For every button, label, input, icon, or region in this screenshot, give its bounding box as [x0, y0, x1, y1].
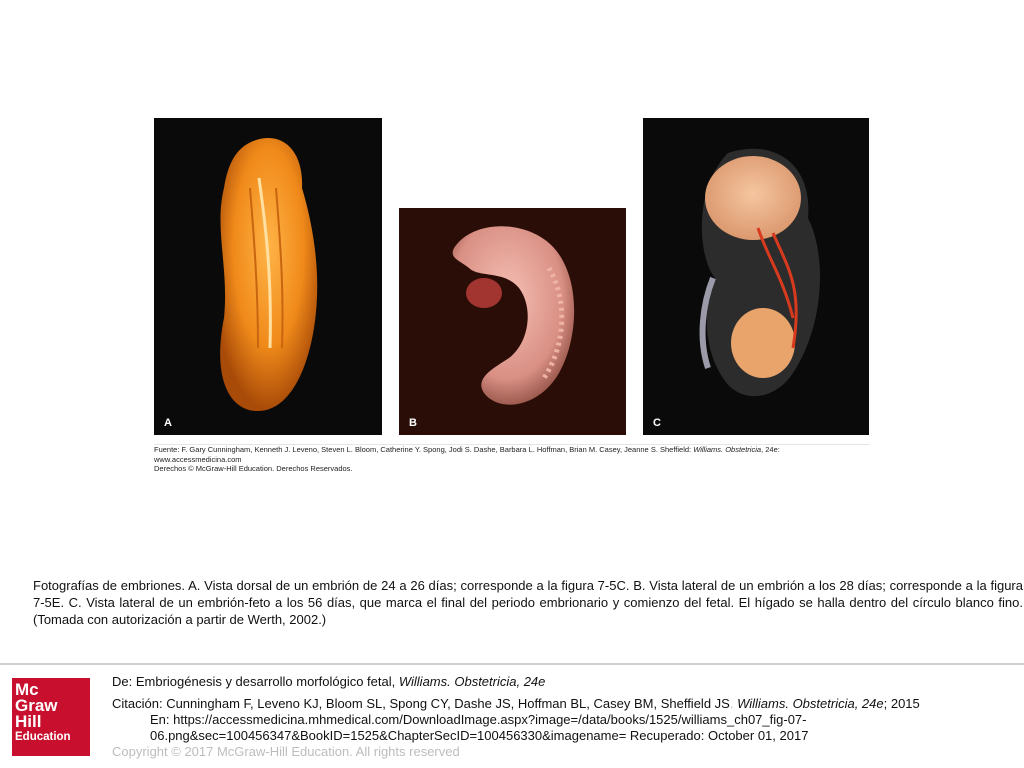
embryo-fetal-illustration	[643, 118, 869, 435]
footer-citation-line: Citación: Cunningham F, Leveno KJ, Bloom SL, Spong CY, Dashe JS, Hoffman BL, Casey BM, Sheffield JS. Williams. Obstetricia, 24e; 2015	[112, 696, 920, 711]
citation-footer	[112, 674, 1012, 760]
embryo-photo-c	[643, 118, 869, 435]
footer-from-line: De: Embriogénesis y desarrollo morfológico fetal, Williams. Obstetricia, 24e	[112, 674, 546, 689]
figure-caption: Fotografías de embriones. A. Vista dorsal de un embrión de 24 a 26 días; corresponde a la figura 7-5C. B. Vista lateral de un embrión a los 28 días; corresponde a la figura 7-5E. C. Vista lateral de un embrión-feto a los 56 días, que marca el final del periodo embrionario y comienzo del fetal. El hígado se halla dentro del círculo blanco fino. (Tomada con autorización a partir de Werth, 2002.)	[33, 578, 1023, 627]
panel-letter: C	[653, 417, 661, 429]
source-line-website: www.accessmedicina.com	[154, 454, 242, 464]
embryo-dorsal-illustration	[154, 118, 382, 435]
source-book-title: Williams. Obstetricia	[693, 445, 762, 454]
footer-citation-title: Williams. Obstetricia, 24e	[733, 696, 884, 711]
footer-copyright: Copyright © 2017 McGraw-Hill Education. All rights reserved	[112, 744, 460, 759]
footer-divider	[0, 663, 1024, 665]
panel-letter: B	[409, 417, 417, 429]
mcgraw-hill-education-logo: Mc Graw Hill Education	[12, 678, 90, 756]
panel-letter: A	[164, 417, 172, 429]
source-line-authors: Fuente: F. Gary Cunningham, Kenneth J. Leveno, Steven L. Bloom, Catherine Y. Spong, Jodi S. Dashe, Barbara L. Hoffman, Brian M. Casey, Jeanne S. Sheffield: Williams. Obstetricia, 24e:	[154, 445, 780, 454]
footer-url-line-2[interactable]: 06.png&sec=100456347&BookID=1525&ChapterSecID=100456330&imagename= Recuperado: October 01, 2017	[150, 728, 809, 743]
source-line-rights: Derechos © McGraw-Hill Education. Derechos Reservados.	[154, 464, 353, 473]
footer-book-title: Williams. Obstetricia, 24e	[398, 674, 546, 689]
footer-url-line-1[interactable]: En: https://accessmedicina.mhmedical.com/DownloadImage.aspx?image=/data/books/1525/williams_ch07_fig-07-	[150, 712, 807, 727]
embryo-lateral-illustration	[399, 208, 626, 435]
figure-source-credit	[154, 444, 870, 475]
embryo-photo-a	[154, 118, 382, 435]
embryo-photo-b	[399, 208, 626, 435]
